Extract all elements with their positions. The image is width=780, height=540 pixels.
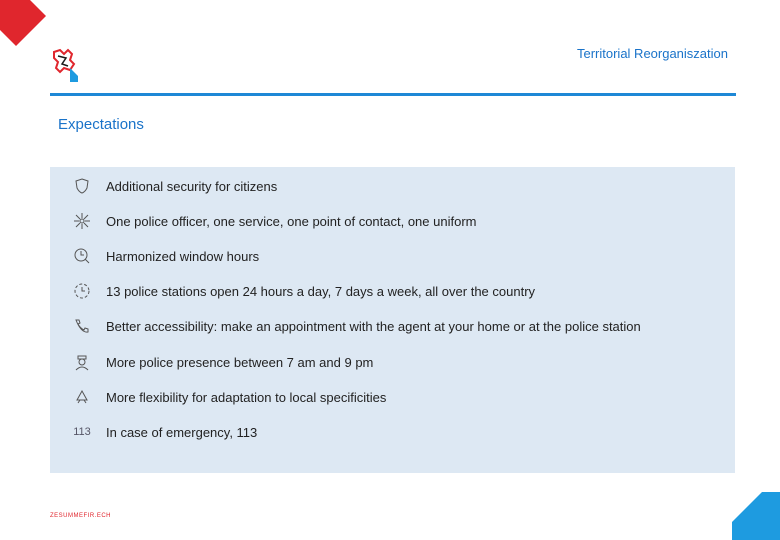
list-item-label: Harmonized window hours: [106, 248, 260, 264]
list-item-label: 13 police stations open 24 hours a day, 7 days a week, all over the country: [106, 283, 536, 299]
list-item-label: More flexibility for adaptation to local specificities: [106, 389, 387, 405]
section-title: Expectations: [58, 116, 144, 133]
expectations-panel: [50, 167, 735, 473]
list-item-label: More police presence between 7 am and 9 pm: [106, 354, 374, 370]
phone-icon: [72, 316, 92, 336]
corner-decoration-top-left: [0, 0, 46, 46]
list-item: [72, 316, 641, 336]
list-item-label: Better accessibility: make an appointment with the agent at your home or at the police station: [106, 318, 641, 334]
list-item: [72, 246, 259, 266]
footer-brand: ZESUMMEFIR.ECH: [50, 513, 111, 519]
list-item: [72, 281, 535, 301]
list-item-label: One police officer, one service, one point of contact, one uniform: [106, 213, 477, 229]
list-item-label: Additional security for citizens: [106, 178, 278, 194]
list-item: [72, 422, 257, 442]
list-item-label: In case of emergency, 113: [106, 424, 258, 440]
list-item: [72, 387, 386, 407]
network-icon: [72, 211, 92, 231]
list-item: [72, 176, 277, 196]
list-item: [72, 211, 476, 231]
list-item: [72, 352, 373, 372]
emergency-number-text: 113: [73, 426, 91, 438]
shield-icon: [72, 176, 92, 196]
clock-icon: [72, 281, 92, 301]
emergency-number-icon: [72, 422, 92, 442]
header-divider: [50, 93, 736, 96]
recycle-icon: [72, 387, 92, 407]
clock-search-icon: [72, 246, 92, 266]
coat-of-arms-logo: [50, 48, 80, 82]
officer-icon: [72, 352, 92, 372]
presentation-title: Territorial Reorganiszation: [576, 46, 728, 61]
corner-decoration-bottom-right: [732, 492, 780, 540]
